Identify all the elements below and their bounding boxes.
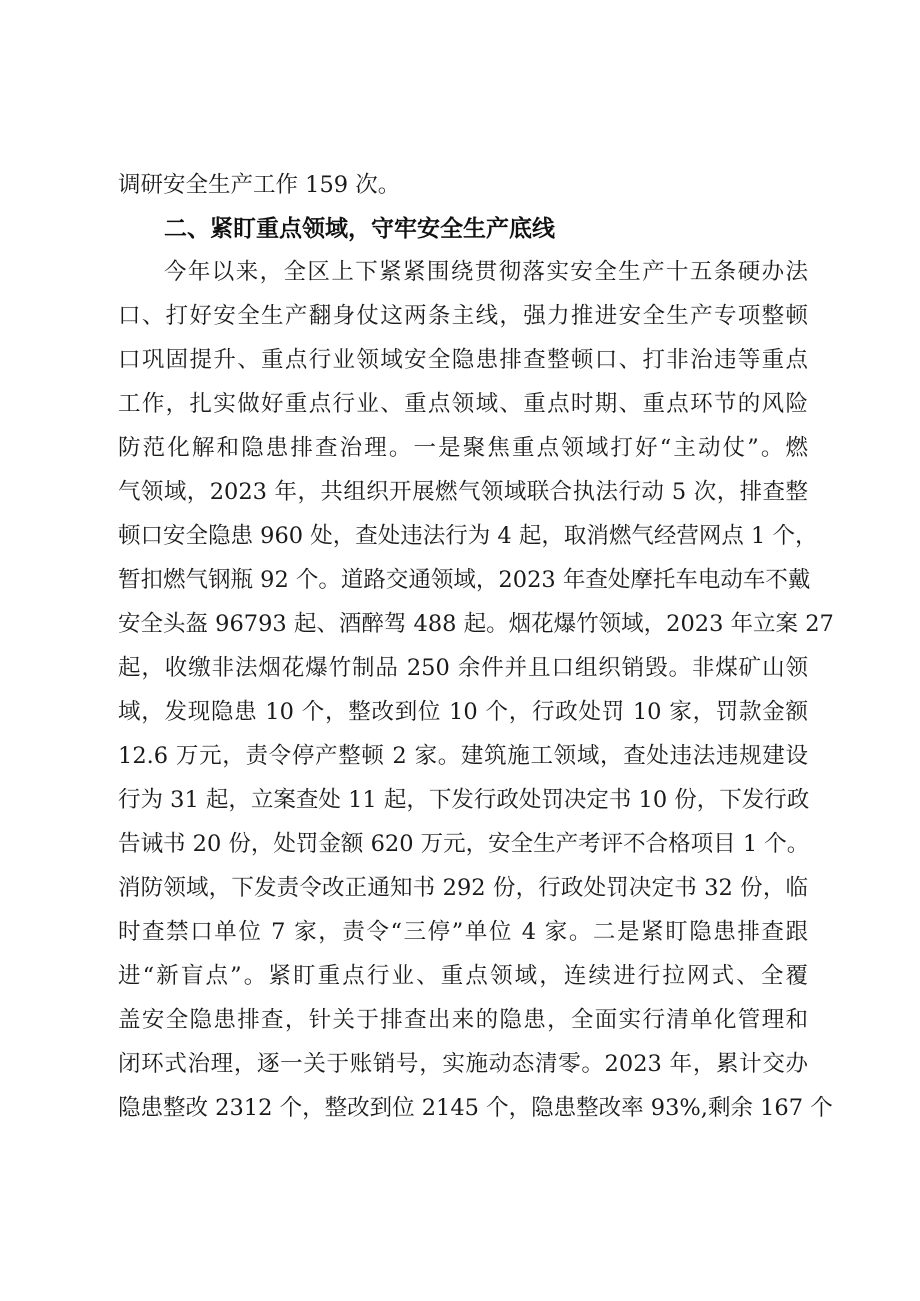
paragraph-line: 盖安全隐患排查，针关于排查出来的隐患，全面实行清单化管理和 xyxy=(118,1007,808,1033)
paragraph-line: 防范化解和隐患排查治理。一是聚焦重点领域打好“主动仗”。燃 xyxy=(118,435,808,461)
paragraph-line: 时查禁口单位 7 家，责令“三停”单位 4 家。二是紧盯隐患排查跟 xyxy=(118,919,808,945)
paragraph-line: 顿口安全隐患 960 处，查处违法行为 4 起，取消燃气经营网点 1 个， xyxy=(118,523,818,549)
carryover-line: 调研安全生产工作 159 次。 xyxy=(118,172,401,198)
paragraph-line: 今年以来，全区上下紧紧围绕贯彻落实安全生产十五条硬办法 xyxy=(164,259,808,285)
paragraph-line: 行为 31 起，立案查处 11 起，下发行政处罚决定书 10 份，下发行政 xyxy=(118,787,810,813)
paragraph-line: 口巩固提升、重点行业领域安全隐患排查整顿口、打非治违等重点 xyxy=(118,347,808,373)
paragraph-line: 进“新盲点”。紧盯重点行业、重点领域，连续进行拉网式、全覆 xyxy=(118,963,808,989)
paragraph-line: 域，发现隐患 10 个，整改到位 10 个，行政处罚 10 家，罚款金额 xyxy=(118,699,808,725)
paragraph-line: 工作，扎实做好重点行业、重点领域、重点时期、重点环节的风险 xyxy=(118,391,808,417)
paragraph-line: 口、打好安全生产翻身仗这两条主线，强力推进安全生产专项整顿 xyxy=(118,303,808,329)
paragraph-line: 闭环式治理，逐一关于账销号，实施动态清零。2023 年，累计交办 xyxy=(118,1051,808,1077)
paragraph-line: 告诫书 20 份，处罚金额 620 万元，安全生产考评不合格项目 1 个。 xyxy=(118,831,810,857)
paragraph-line: 安全头盔 96793 起、酒醉驾 488 起。烟花爆竹领域，2023 年立案 27 xyxy=(118,611,834,637)
paragraph-line: 12.6 万元，责令停产整顿 2 家。建筑施工领域，查处违法违规建设 xyxy=(118,743,808,769)
paragraph-line: 隐患整改 2312 个，整改到位 2145 个，隐患整改率 93%,剩余 167 个 xyxy=(118,1095,833,1121)
paragraph-line: 起，收缴非法烟花爆竹制品 250 余件并且口组织销毁。非煤矿山领 xyxy=(118,655,808,681)
paragraph-line: 气领域，2023 年，共组织开展燃气领域联合执法行动 5 次，排查整 xyxy=(118,479,808,505)
paragraph-line: 暂扣燃气钢瓶 92 个。道路交通领域，2023 年查处摩托车电动车不戴 xyxy=(118,567,811,593)
paragraph-line: 消防领域，下发责令改正通知书 292 份，行政处罚决定书 32 份，临 xyxy=(118,875,808,901)
section-heading: 二、紧盯重点领域，守牢安全生产底线 xyxy=(164,216,555,242)
